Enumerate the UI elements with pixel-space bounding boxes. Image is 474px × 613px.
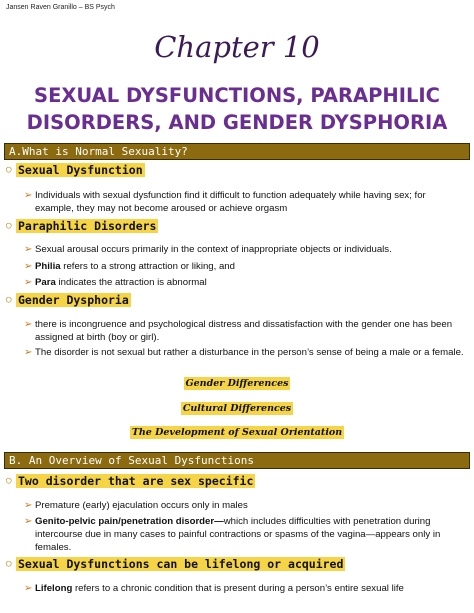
author-line: Jansen Raven Granillo – BS Psych [6,4,115,11]
arrow-icon: ➢ [24,583,33,594]
arrow-icon: ➢ [24,516,33,527]
list-item: ➢ Individuals with sexual dysfunction find it difficult to function adequately while having sex; for example, they may not become aroused or achieve orgasm [24,190,426,214]
list-item: ➢ Genito-pelvic pain/penetration disorder—which includes difficulties with penetration during intercourse due in many cases to painful contractions or spasms of the vagina—appears only in females. [24,516,441,553]
arrow-icon: ➢ [24,261,33,272]
arrow-icon: ➢ [24,190,33,201]
section-b-bar: B. An Overview of Sexual Dysfunctions [4,452,470,469]
arrow-icon: ➢ [24,244,33,255]
subheading-lifelong-acquired: ◯ Sexual Dysfunctions can be lifelong or acquired [6,557,344,571]
arrow-icon: ➢ [24,347,33,358]
lightbulb-icon: ◯ [6,165,12,175]
arrow-icon: ➢ [24,500,33,511]
lightbulb-icon: ◯ [6,221,12,231]
subheading-gender-dysphoria: ◯ Gender Dysphoria [6,293,129,307]
lightbulb-icon: ◯ [6,559,12,569]
topic-gender-differences: Gender Differences [185,378,289,389]
lightbulb-icon: ◯ [6,476,12,486]
list-item: ➢ Sexual arousal occurs primarily in the context of inappropriate objects or individuals. [24,244,392,255]
list-item: ➢ Premature (early) ejaculation occurs only in males [24,500,248,511]
lightbulb-icon: ◯ [6,295,12,305]
title-line-1: SEXUAL DYSFUNCTIONS, PARAPHILIC [34,84,440,107]
subheading-paraphilic-disorders: ◯ Paraphilic Disorders [6,219,157,233]
document-title [0,82,474,136]
topic-cultural-differences: Cultural Differences [182,403,292,414]
topic-sexual-orientation: The Development of Sexual Orientation [131,427,343,438]
chapter-heading: Chapter 10 [154,30,320,64]
subheading-sex-specific: ◯ Two disorder that are sex specific [6,474,254,488]
arrow-icon: ➢ [24,277,33,288]
list-item: ➢ Lifelong refers to a chronic condition that is present during a person’s entire sexual life [24,583,404,594]
list-item: ➢ The disorder is not sexual but rather a disturbance in the person’s sense of being a male or a female. [24,347,464,358]
section-a-bar: A.What is Normal Sexuality? [4,143,470,160]
title-line-2: DISORDERS, AND GENDER DYSPHORIA [26,111,448,134]
subheading-sexual-dysfunction: ◯ Sexual Dysfunction [6,163,143,177]
list-item: ➢ Para indicates the attraction is abnormal [24,277,207,288]
list-item: ➢ there is incongruence and psychological distress and dissatisfaction with the gender one has been assigned at birth (boy or girl). [24,319,453,343]
arrow-icon: ➢ [24,319,33,330]
list-item: ➢ Philia refers to a strong attraction or liking, and [24,261,235,272]
